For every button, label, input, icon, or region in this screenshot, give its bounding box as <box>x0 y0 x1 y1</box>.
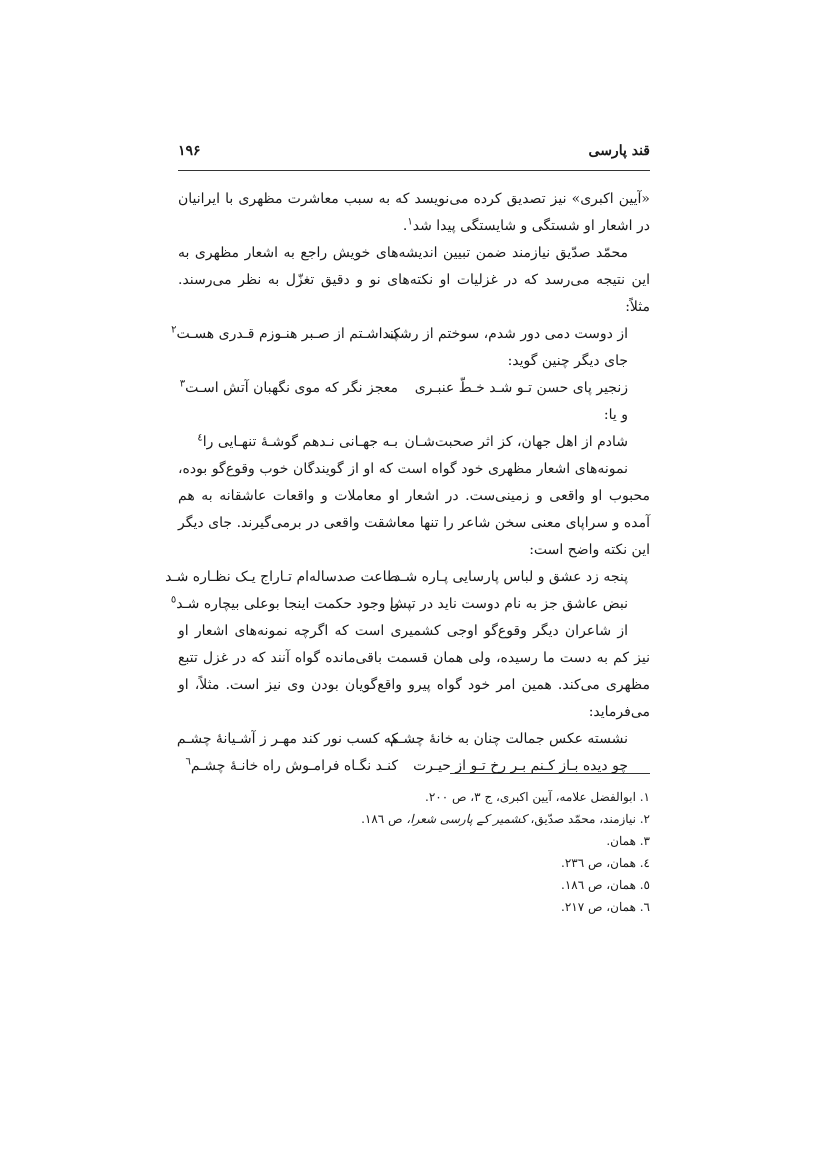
verse-4 <box>165 564 650 591</box>
verse-3-hemistich-1: شادم از اهل جهان، کز اثر صحبت‌شـان <box>404 434 628 450</box>
verse-6-hemistich-2: که کسب نور کند مهـر ز آشـیانۀ چشـم <box>176 731 398 747</box>
verse-4-hemistich-1: پنجه زد عشق و لباس پارسایی پـاره شـد <box>394 569 628 585</box>
paragraph-3: نمونه‌های اشعار مظهری خود گواه است که او از گویندگان خوب وقوع‌گو بوده، محبوب او واقعی و زمینی‌ست. در اشعار او معاملات و واقعات عاشقانه به هم آمده و سراپای معنی سخن شاعر را تنها معاشقت واقعی در برمی‌گیرند. جای دیگر این نکته واضح است: <box>178 461 650 558</box>
footnote-ref-5: ٥ <box>170 594 177 606</box>
verse-4-hemistich-2: طاعت صدساله‌ام تـاراج یـک نظـاره شـد <box>165 569 398 585</box>
verse-3-hemistich-2 <box>178 429 398 456</box>
footnote-4: ٤. همان، ص ٢٣٦. <box>561 856 650 870</box>
footnote-ref-6: ٦ <box>185 756 191 768</box>
verse-3-hemistich-2-text: بـه جهـانی نـدهم گوشـۀ تنهـایی را <box>202 434 398 450</box>
verse-1-hemistich-2 <box>171 321 398 348</box>
connector-2: و یا: <box>603 407 628 423</box>
verse-2-hemistich-2 <box>178 375 398 402</box>
paragraph-4: از شاعران دیگر وقوع‌گو اوجی کشمیری است که اگرچه نمونه‌های اشعار او نیز کم به دست ما رسیده، ولی همان قسمت باقی‌مانده گواه آنند که در غزل تتبع مظهری می‌کند. همین امر خود گواه پیرو واقع‌گویان بودن وی نیز است. مثلاً، او می‌فرماید: <box>178 623 650 720</box>
verse-5-hemistich-2-text: با وجود حکمت اینجا بوعلی بیچاره شـد <box>176 596 398 612</box>
verse-3 <box>178 429 650 456</box>
verse-1-hemistich-1: از دوست دمی دور شدم، سوختم از رشک <box>387 326 628 342</box>
footnote-rule <box>450 773 650 774</box>
footnote-3: ٣. همان. <box>606 834 650 848</box>
verse-2-hemistich-2-text: معجز نگر که موی نگهبان آتش اسـت <box>185 380 398 396</box>
paragraph-1 <box>178 186 650 240</box>
footnote-2 <box>178 808 650 830</box>
page-number: ۱۹۶ <box>178 143 201 159</box>
running-title: قند پارسی <box>588 143 650 159</box>
verse-1 <box>171 321 650 348</box>
paragraph-1-end: . <box>402 218 408 234</box>
footnote-ref-3: ۳ <box>179 378 186 390</box>
footnote-2-book-title: کشمیر کے پارسی شعرا، <box>406 812 527 826</box>
verse-5 <box>170 591 650 618</box>
verse-7-hemistich-1: چو دیده بـاز کـنم بـر رخ تـو از حیـرت <box>413 758 628 774</box>
body-text <box>165 186 651 780</box>
footnote-5: ٥. همان، ص ١٨٦. <box>561 878 650 892</box>
paragraph-1-text: «آیین اکبری» نیز تصدیق کرده می‌نویسد که به سبب معاشرت مظهری با ایرانیان در اشعار او شستگی و شایستگی پیدا شد <box>178 191 650 234</box>
footnote-2-page: ص ١٨٦. <box>361 812 403 826</box>
footnote-ref-1: ۱ <box>407 216 413 228</box>
footnote-2-author: ٢. نیازمند، محمّد صدّیق، <box>530 812 650 826</box>
verse-6 <box>178 726 650 753</box>
footnote-ref-4: ٤ <box>197 432 203 444</box>
verse-7 <box>178 753 650 780</box>
verse-7-hemistich-2-text: کنـد نگـاه فرامـوش راه خانـۀ چشـم <box>190 758 398 774</box>
verse-1-hemistich-2-text: پنداشـتم از صـبر هنـوزم قـدری هسـت <box>176 326 398 342</box>
verse-2 <box>178 375 650 402</box>
footnote-6: ٦. همان، ص ٢١٧. <box>561 900 650 914</box>
running-header <box>178 143 650 165</box>
verse-7-hemistich-2 <box>178 753 398 780</box>
footnote-ref-2: ۲ <box>171 324 177 336</box>
verse-5-hemistich-2 <box>170 591 398 618</box>
connector-1: جای دیگر چنین گوید: <box>507 353 628 369</box>
footnote-1: ١. ابوالفضل علامه، آیین اکبری، ج ٣، ص ٢٠٠. <box>424 790 650 804</box>
paragraph-2: محمّد صدّیق نیازمند ضمن تبیین اندیشه‌های خویش راجع به اشعار مظهری به این نتیجه می‌رسد که در غزلیات او نکته‌های نو و دقیق تغزّل به نظر می‌رسند. مثلاً: <box>178 245 651 315</box>
verse-5-hemistich-1: نبض عاشق جز به نام دوست ناید در تپش <box>389 596 628 612</box>
footnotes <box>178 786 650 918</box>
verse-6-hemistich-1: نشسته عکس جمالت چنان به خانۀ چشـم <box>390 731 628 747</box>
verse-2-hemistich-1: زنجیر پای حسن تـو شـد خـطّ عنبـری <box>414 380 628 396</box>
header-rule <box>178 170 650 171</box>
